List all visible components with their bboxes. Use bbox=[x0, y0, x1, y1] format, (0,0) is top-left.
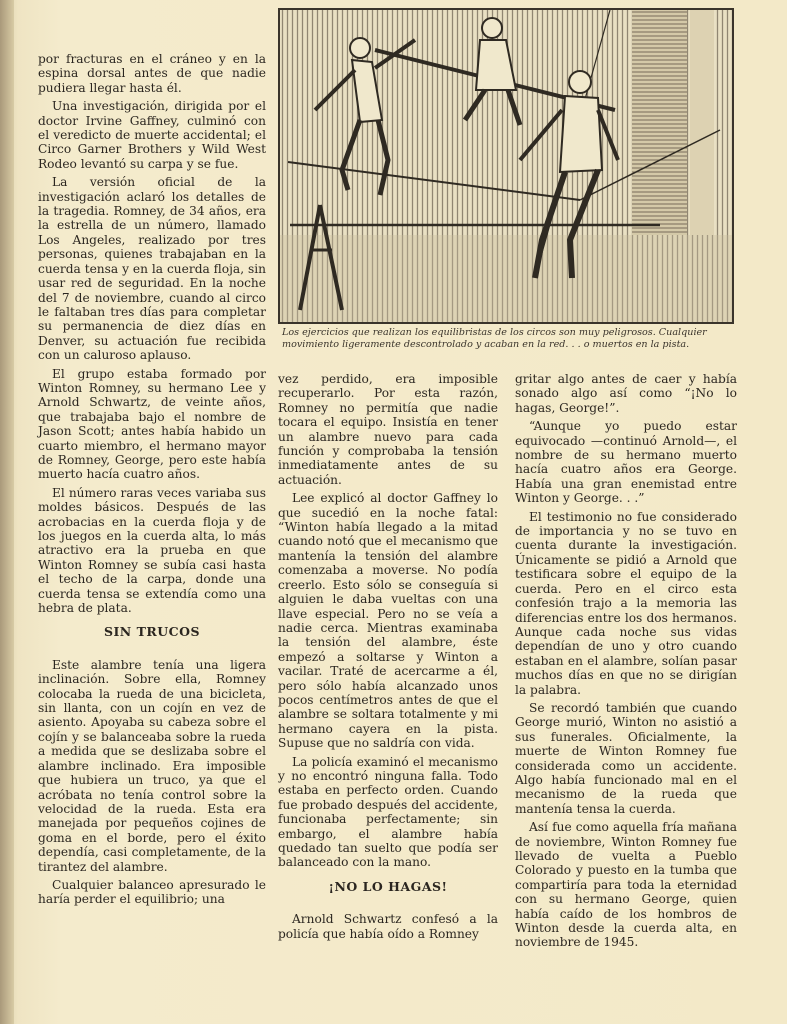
paragraph: Este alambre tenía una ligera inclinación. Sobre ella, Romney colocaba la rueda de una bicicleta, sin llanta, con un cojín en vez de asiento. Apoyaba su cabeza sobre el cojín y se balanceaba sobre la rueda a medida que se deslizaba sobre el alambre inclinado. Era imposible que hubiera un truco, ya que el acróbata no tenía control sobre la velocidad de la rueda. Esta era manejada por pequeños cojines de goma en el borde, pero el éxito dependía, casi completamente, de la tirantez del alambre. bbox=[38, 657, 266, 874]
paragraph: Así fue como aquella fría mañana de noviembre, Winton Romney fue llevado de vuelta a Pueblo Colorado y puesto en la tumba que compartiría para toda la eternidad con su hermano George, quien había caído de los hombros de Winton desde la cuerda alta, en noviembre de 1945. bbox=[515, 820, 737, 950]
section-heading-sin-trucos: SIN TRUCOS bbox=[103, 624, 201, 640]
paragraph: Cualquier balanceo apresurado le haría perder el equilibrio; una bbox=[38, 877, 266, 907]
paragraph: El testimonio no fue considerado de importancia y no se tuvo en cuenta durante la investigación. Únicamente se pidió a Arnold que testificara sobre el equipo de la cuerda. Pero en el circo esta confesión trajo a la memoria las diferencias entre los dos hermanos. Aunque cada noche sus vidas dependían de uno y otro cuando estaban en el alambre, solían pasar muchos días en que no se dirigían la palabra. bbox=[515, 509, 737, 697]
section-heading-no-lo-hagas: ¡NO LO HAGAS! bbox=[328, 878, 448, 894]
article-column-1 bbox=[38, 52, 266, 911]
paragraph: por fracturas en el cráneo y en la espina dorsal antes de que nadie pudiera llegar hasta él. bbox=[38, 52, 266, 95]
paragraph: Arnold Schwartz confesó a la policía que había oído a Romney bbox=[278, 912, 498, 941]
acrobats-engraving bbox=[280, 10, 732, 322]
article-column-2 bbox=[278, 372, 498, 945]
page-spine-shadow bbox=[0, 0, 14, 1024]
paragraph: El número raras veces variaba sus moldes básicos. Después de las acrobacias en la cuerda floja y de los juegos en la cuerda alta, lo más atractivo era la prueba en que Winton Romney se subía casi hasta el techo de la carpa, donde una cuerda tensa se extendía como una hebra de plata. bbox=[38, 485, 266, 616]
article-column-3 bbox=[515, 372, 737, 954]
illustration-caption: Los ejercicios que realizan los equilibristas de los circos son muy peligrosos. Cualquier movimiento ligeramente descontrolado y acaban en la red. . . o muertos en la pista. bbox=[282, 327, 707, 350]
paragraph: La policía examinó el mecanismo y no encontró ninguna falla. Todo estaba en perfecto orden. Cuando fue probado después del accidente, funcionaba perfectamente; sin embargo, el alambre había quedado tan suelto que podía ser balanceado con la mano. bbox=[278, 754, 498, 870]
paragraph: La versión oficial de la investigación aclaró los detalles de la tragedia. Romney, de 34 años, era la estrella de un número, llamado Los Angeles, realizado por tres personas, quienes trabajaban en la cuerda tensa y en la cuerda floja, sin usar red de seguridad. En la noche del 7 de noviembre, cuando al circo le faltaban tres días para completar su permanencia de diez días en Denver, su actuación fue recibida con un caluroso aplauso. bbox=[38, 175, 266, 363]
illustration-tightrope-acrobats bbox=[278, 8, 734, 324]
paragraph: gritar algo antes de caer y había sonado algo así como “¡No lo hagas, George!”. bbox=[515, 372, 737, 415]
paragraph: Lee explicó al doctor Gaffney lo que sucedió en la noche fatal: “Winton había llegado a la mitad cuando notó que el mecanismo que mantenía la tensión del alambre comenzaba a moverse. No podía creerlo. Esto sólo se conseguía si alguien le daba vueltas con una llave especial. Pero no se veía a nadie cerca. Mientras examinaba la tensión del alambre, éste empezó a soltarse y Winton a vacilar. Traté de acercarme a él, pero sólo había alcanzado unos pocos centímetros antes de que el alambre se soltara totalmente y mi hermano cayera en la pista. Supuse que no saldría con vida. bbox=[278, 491, 498, 751]
paragraph: Una investigación, dirigida por el doctor Irvine Gaffney, culminó con el veredicto de muerte accidental; el Circo Garner Brothers y Wild West Rodeo levantó su carpa y se fue. bbox=[38, 99, 266, 171]
paragraph: vez perdido, era imposible recuperarlo. Por esta razón, Romney no permitía que nadie tocara el equipo. Insistía en tener un alambre nuevo para cada función y comprobaba la tensión inmediatamente antes de su actuación. bbox=[278, 372, 498, 487]
paragraph: “Aunque yo puedo estar equivocado —continuó Arnold—, el nombre de su hermano muerto hacía cuatro años era George. Había una gran enemistad entre Winton y George. . .” bbox=[515, 419, 737, 506]
paragraph: El grupo estaba formado por Winton Romney, su hermano Lee y Arnold Schwartz, de veinte años, que trabajaba bajo el nombre de Jason Scott; antes había habido un cuarto miembro, el hermano mayor de Romney, George, pero este había muerto hacía cuatro años. bbox=[38, 366, 266, 482]
paragraph: Se recordó también que cuando George murió, Winton no asistió a sus funerales. Oficialmente, la muerte de Winton Romney fue considerada como un accidente. Algo había funcionado mal en el mecanismo de la rueda que mantenía tensa la cuerda. bbox=[515, 700, 737, 816]
